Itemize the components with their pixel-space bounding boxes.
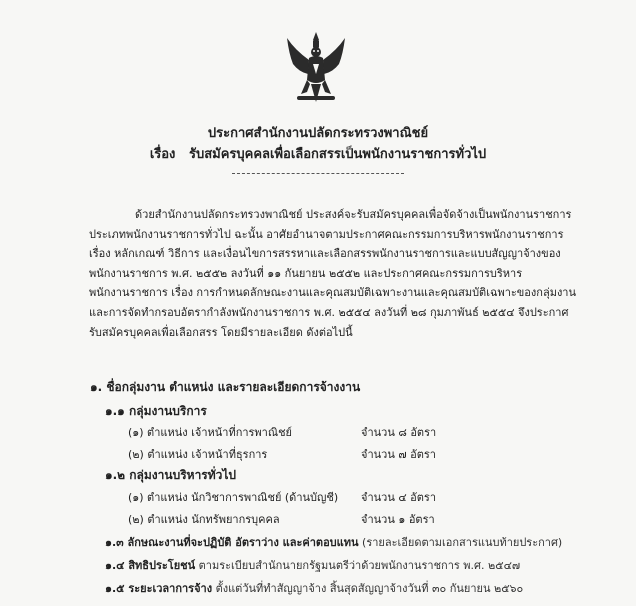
intro-paragraph bbox=[89, 205, 577, 342]
position-label: (๒) ตำแหน่ง เจ้าหน้าที่ธุรการ bbox=[128, 448, 268, 461]
item-1-4 bbox=[105, 556, 520, 574]
group-1-heading: ๑.๑ กลุ่มงานบริการ bbox=[105, 404, 207, 418]
position-count: จำนวน ๑ อัตรา bbox=[361, 513, 435, 526]
intro-line: เรื่อง หลักเกณฑ์ วิธีการ และเงื่อนไขการสรรหาและเลือกสรรพนักงานราชการและแบบสัญญาจ้างของ bbox=[89, 247, 561, 261]
position-count: จำนวน ๗ อัตรา bbox=[361, 448, 436, 461]
intro-line: พนักงานราชการ เรื่อง การกำหนดลักษณะงานและคุณสมบัติเฉพาะงานและคุณสมบัติเฉพาะของกลุ่มงาน bbox=[89, 286, 577, 300]
item-1-4-title: ๑.๔ สิทธิประโยชน์ bbox=[105, 559, 196, 572]
position-label: (๑) ตำแหน่ง เจ้าหน้าที่การพาณิชย์ bbox=[128, 426, 292, 439]
intro-line: ด้วยสำนักงานปลัดกระทรวงพาณิชย์ ประสงค์จะรับสมัครบุคคลเพื่อจัดจ้างเป็นพนักงานราชการ bbox=[135, 208, 572, 221]
item-1-3-title: ๑.๓ ลักษณะงานที่จะปฏิบัติ อัตราว่าง และค่าตอบแทน bbox=[105, 536, 359, 549]
garuda-emblem-icon bbox=[283, 30, 349, 110]
item-1-3 bbox=[105, 533, 562, 551]
item-1-5 bbox=[105, 579, 523, 597]
intro-line: พนักงานราชการ พ.ศ. ๒๕๕๒ ลงวันที่ ๑๑ กันยายน ๒๕๕๒ และประกาศคณะกรรมการบริหาร bbox=[89, 266, 523, 280]
subject-label: เรื่อง bbox=[149, 147, 176, 162]
position-count: จำนวน ๔ อัตรา bbox=[361, 491, 436, 504]
section-1-heading: ๑. ชื่อกลุ่มงาน ตำแหน่ง และรายละเอียดการจ้างงาน bbox=[90, 380, 361, 394]
position-label: (๑) ตำแหน่ง นักวิชาการพาณิชย์ (ด้านบัญชี) bbox=[128, 491, 339, 504]
title-divider bbox=[232, 173, 404, 174]
intro-line: รับสมัครบุคคลเพื่อเลือกสรร โดยมีรายละเอียด ดังต่อไปนี้ bbox=[89, 325, 353, 339]
position-label: (๒) ตำแหน่ง นักทรัพยากรบุคคล bbox=[128, 513, 280, 526]
group-2-heading: ๑.๒ กลุ่มงานบริหารทั่วไป bbox=[105, 468, 237, 482]
announcement-subject bbox=[0, 143, 636, 164]
intro-line: ประเภทพนักงานราชการทั่วไป ฉะนั้น อาศัยอำนาจตามประกาศคณะกรรมการบริหารพนักงานราชการ bbox=[89, 227, 564, 241]
item-1-3-detail: (รายละเอียดตามเอกสารแนบท้ายประกาศ) bbox=[362, 536, 563, 549]
item-1-5-title: ๑.๕ ระยะเวลาการจ้าง bbox=[105, 582, 213, 595]
announcement-title: ประกาศสำนักงานปลัดกระทรวงพาณิชย์ bbox=[207, 126, 429, 141]
intro-line: และการจัดทำกรอบอัตรากำลังพนักงานราชการ พ.ศ. ๒๕๕๔ ลงวันที่ ๒๘ กุมภาพันธ์ ๒๕๕๔ จึงประกาศ bbox=[89, 305, 569, 319]
subject-text: รับสมัครบุคคลเพื่อเลือกสรรเป็นพนักงานราชการทั่วไป bbox=[188, 147, 487, 162]
item-1-4-detail: ตามระเบียบสำนักนายกรัฐมนตรีว่าด้วยพนักงานราชการ พ.ศ. ๒๕๔๗ bbox=[198, 559, 521, 572]
position-count: จำนวน ๘ อัตรา bbox=[361, 426, 437, 439]
item-1-5-detail: ตั้งแต่วันที่ทำสัญญาจ้าง สิ้นสุดสัญญาจ้างวันที่ ๓๐ กันยายน ๒๕๖๐ bbox=[215, 582, 524, 595]
